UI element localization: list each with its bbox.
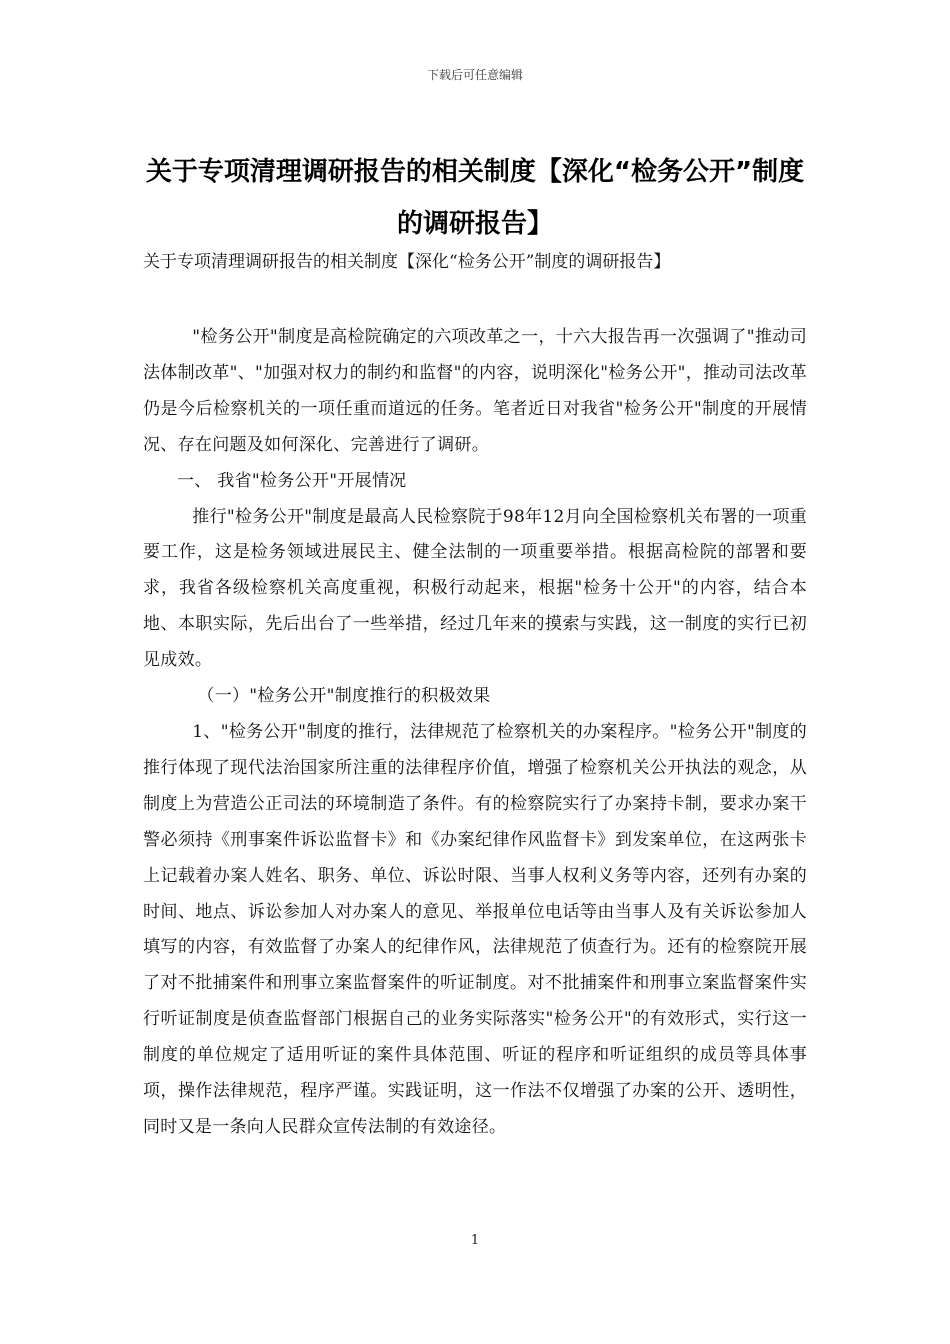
intro-paragraph: "检务公开"制度是高检院确定的六项改革之一，十六大报告再一次强调了"推动司法体制改革"、"加强对权力的制约和监督"的内容，说明深化"检务公开"，推动司法改革仍是今后检察机关的一项任重而道远的任务。笔者近日对我省"检务公开"制度的开展情况、存在问题及如何深化、完善进行了调研。 (143, 327, 807, 455)
point-1-paragraph: 1、"检务公开"制度的推行，法律规范了检察机关的办案程序。"检务公开"制度的推行体现了现代法治国家所注重的法律程序价值，增强了检察机关公开执法的观念，从制度上为营造公正司法的环境制造了条件。有的检察院实行了办案持卡制，要求办案干警必须持《刑事案件诉讼监督卡》和《办案纪律作风监督卡》到发案单位，在这两张卡上记载着办案人姓名、职务、单位、诉讼时限、当事人权利义务等内容，还列有办案的时间、地点、诉讼参加人对办案人的意见、举报单位电话等由当事人及有关诉讼参加人填写的内容，有效监督了办案人的纪律作风，法律规范了侦查行为。还有的检察院开展了对不批捕案件和刑事立案监督案件的听证制度。对不批捕案件和刑事立案监督案件实行听证制度是侦查监督部门根据自己的业务实际落实"检务公开"的有效形式，实行这一制度的单位规定了适用听证的案件具体范围、听证的程序和听证组织的成员等具体事项，操作法律规范，程序严谨。实践证明，这一作法不仅增强了办案的公开、透明性，同时又是一条向人民群众宣传法制的有效途径。 (143, 721, 807, 1137)
section-1-paragraph: 推行"检务公开"制度是最高人民检察院于98年12月向全国检察机关布署的一项重要工作，这是检务领域进展民主、健全法制的一项重要举措。根据高检院的部署和要求，我省各级检察机关高度重视，积极行动起来，根据"检务十公开"的内容，结合本地、本职实际，先后出台了一些举措，经过几年来的摸索与实践，这一制度的实行已初见成效。 (143, 506, 807, 671)
document-subtitle: 关于专项清理调研报告的相关制度【深化“检务公开”制度的调研报告】 (143, 252, 671, 272)
document-title: 关于专项清理调研报告的相关制度【深化“检务公开”制度的调研报告】 (145, 157, 805, 239)
header-note: 下载后可任意编辑 (426, 68, 523, 82)
document-body (143, 320, 807, 1146)
subsection-heading-1: （一）"检务公开"制度推行的积极效果 (197, 686, 491, 707)
section-heading-1: 一、 我省"检务公开"开展情况 (177, 470, 407, 491)
page-number: 1 (470, 1233, 480, 1248)
